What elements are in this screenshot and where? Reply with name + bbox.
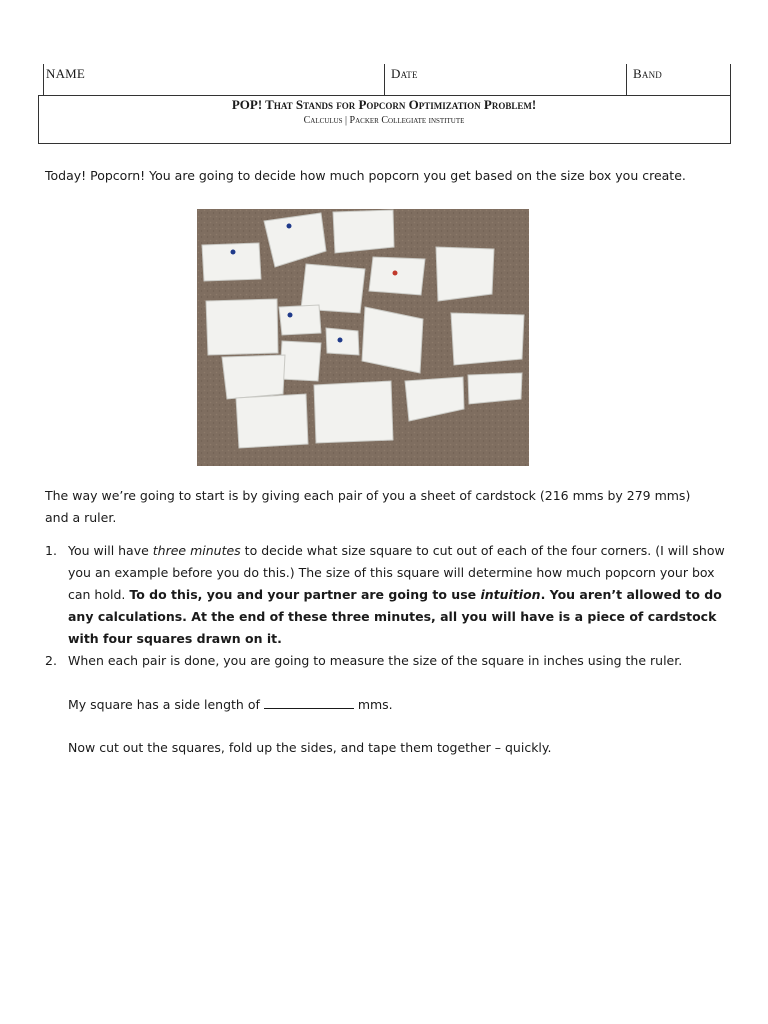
step-bold-text: To do this, you and your partner are going to use (129, 587, 481, 602)
popcorn-boxes-illustration (197, 209, 529, 466)
step-text: When each pair is done, you are going to measure the size of the square in inches using the ruler. (68, 653, 683, 668)
step-bold-emphasis: intuition (480, 587, 541, 602)
header-rule (38, 95, 731, 96)
header-divider (43, 64, 44, 95)
step-text: You will have (68, 543, 153, 558)
header-rule (38, 143, 731, 144)
step-body (68, 540, 728, 650)
header-border (730, 95, 731, 144)
square-length-blank[interactable] (264, 695, 354, 709)
date-label: Date (391, 66, 418, 81)
step-text: to decide what size square to cut out of each of the four corners. (I will show you an example before you do this.) The size of this square will determine how much popcorn your box can hold. (68, 543, 725, 602)
step-number: 2. (45, 653, 57, 668)
step-bold-text: . You aren’t allowed to do any calculations. At the end of these three minutes, all you will have is a piece of cardstock with four squares drawn on it. (68, 587, 722, 646)
popcorn-boxes-photo (197, 209, 529, 466)
header-divider (730, 64, 731, 95)
worksheet-header (38, 64, 730, 144)
header-divider (626, 64, 627, 95)
square-prompt-unit: mms. (353, 697, 393, 712)
worksheet-title: POP! That Stands for Popcorn Optimization Problem! (231, 97, 537, 112)
start-paragraph: The way we’re going to start is by giving each pair of you a sheet of cardstock (216 mms by 279 mms) and a ruler. (45, 488, 691, 525)
band-label: Band (633, 66, 662, 81)
header-divider (384, 64, 385, 95)
square-prompt-text: My square has a side length of (68, 697, 264, 712)
step-number: 1. (45, 543, 57, 558)
intro-paragraph: Today! Popcorn! You are going to decide how much popcorn you get based on the size box you create. (45, 168, 686, 183)
step-emphasis: three minutes (152, 543, 241, 558)
square-length-prompt (68, 694, 393, 716)
name-label: NAME (46, 66, 86, 81)
worksheet-subtitle: Calculus | Packer Collegiate institute (303, 115, 465, 126)
cut-instruction: Now cut out the squares, fold up the sides, and tape them together – quickly. (68, 740, 552, 755)
